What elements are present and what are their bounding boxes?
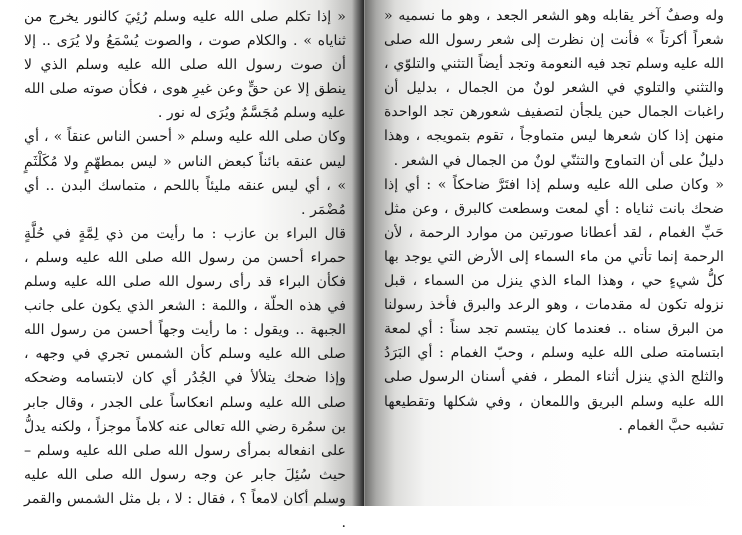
right-paragraph-1: وله وصفٌ آخر يقابله وهو الشعر الجعد ، وهو ما نسميه « شعراً أكرتاً » فأنت إن نظرت إلى شعر رسول الله صلى الله عليه وسلم تجد فيه النعومة وتجد أيضاً التثني والتلوّي ، والتثني والتلوي في الشعر لونٌ من الجمال ، بدليل أن راغبات الجمال حين يلجأن لتصفيف شعورهن تجد الواحدة منهن إذا كان شعرها ليس متماوجاً ، تقوم بتمويجه ، وهذا دليلٌ على أن التماوج والتثنّي لونٌ من الجمال في الشعر .	[384, 8, 724, 169]
right-page-text	[384, 4, 724, 438]
left-page-text	[24, 5, 346, 535]
right-paragraph-2: « وكان صلى الله عليه وسلم إذا افتَرَّ ضاحكاً » : أي إذا ضحك بانت ثناياه : أي لمعت وسطعت كالبرق ، وعن مثل حَبِّ الغمام ، لقد أعطانا صورتين من موارد الرحمة ، لأن الرحمة إنما تأتي من ماء السماء إلى الأرض التي يوجد بها كلُّ شيءٍ حي ، وهذا الماء الذي ينزل من السماء ، قبل نزوله تكون له مقدمات ، وهو الرعد والبرق فأخذ رسولنا من البرق سناه .. فعندما كان يبتسم تجد سناً : أي لمعة ابتسامته صلى الله عليه وسلم ، وحبّ الغمام : أي البَرَدُ والثلج الذي ينزل أثناء المطر ، ففي أسنان الرسول صلى الله عليه وسلم البريق واللمعان ، وفي شكلها وتقطيعها تشبه حبَّ الغمام .	[384, 176, 724, 434]
left-page	[0, 0, 365, 531]
book-gutter	[352, 0, 364, 506]
left-paragraph-3: قال البراء بن عازب : ما رأيت من ذي لِمَّةٍ في حُلَّةٍ حمراء أحسن من رسول الله صلى الله عليه وسلم ، فكأن البراء قد رأى رسول الله صلى الله عليه وسلم في هذه الحلّة ، واللمة : الشعر الذي يكون على جانب الجبهة .. ويقول : ما رأيت وجهاً أحسن من رسول الله صلى الله عليه وسلم كأن الشمس تجري في وجهه ، وإذا ضحك يتلألأ في الجُدُر أي كان لابتسامه وضحكه صلى الله عليه وسلم انعكاساً على الجدر ، وقال جابر بن سمُرة رضي الله تعالى عنه كلاماً موجزاً ، ولكنه يدلُّ على انفعاله بمرأى رسول الله صلى الله عليه وسلم – حيث سُئِلَ جابر عن وجه رسول الله صلى الله عليه وسلم أكان لامعاً ؟ ، فقال : لا ، بل مثل الشمس والقمر .	[24, 225, 346, 531]
left-paragraph-2: وكان صلى الله عليه وسلم « أحسن الناس عنقاً » ، أي ليس عنقه بائناً كبعض الناس « ليس بمطهّمٍ ولا مُكَلْثَمٍ » ، أي ليس عنقه مليئاً باللحم ، متماسك البدن .. أي مُضْمَر .	[24, 129, 346, 218]
left-paragraph-1: « إذا تكلم صلى الله عليه وسلم رُئِيَ كالنور يخرج من ثناياه » . والكلام صوت ، والصوت يُسْمَعُ ولا يُرَى .. إلا أن صوت رسول الله صلى الله عليه وسلم الذي لا ينطق إلا عن حقٍّ وعن غيرِ هوى ، فكأن صوته صلى الله عليه وسلم مُجَسَّمٌ ويُرَى له نور .	[24, 9, 346, 122]
